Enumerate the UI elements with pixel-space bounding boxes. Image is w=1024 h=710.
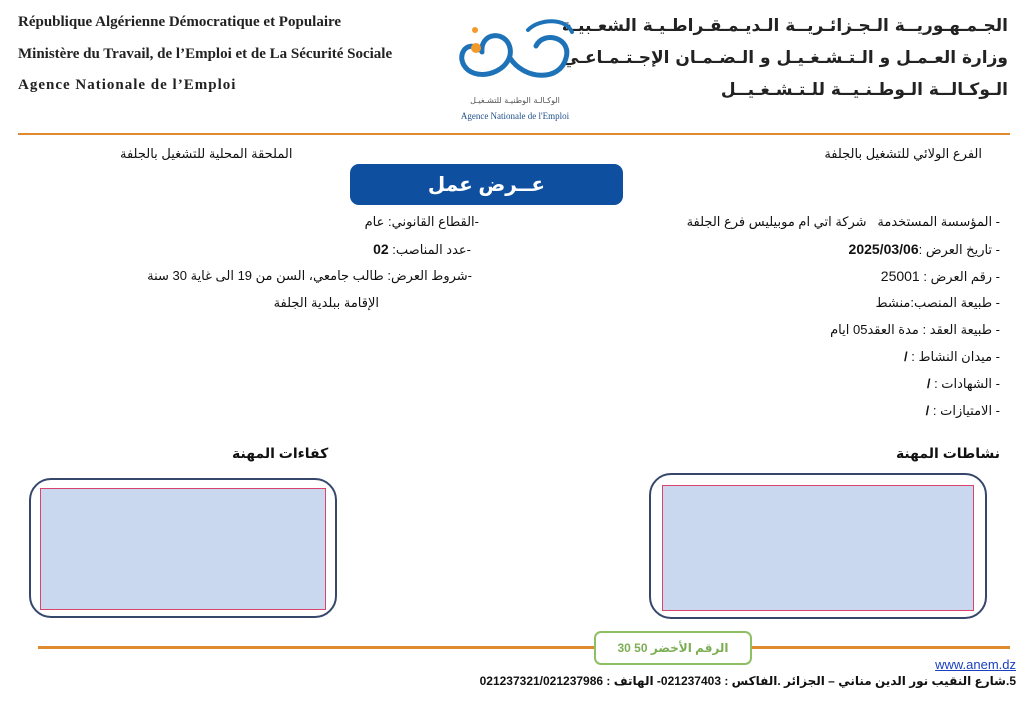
header-ar-republic: الجـمـهـوريــة الـجـزائـريــة الـديـمـقـراطـيـة الشعـبيـة [561, 16, 1008, 36]
detail-positions-count-value: 02 [373, 241, 389, 257]
detail-employer [687, 214, 1000, 230]
detail-field-value: / [904, 349, 908, 364]
header-ar-agency: الـوكـالــة الـوطـنـيــة للـتـشـغـيــل [720, 80, 1008, 100]
detail-contract-label: - طبيعة العقد : [922, 322, 1000, 337]
branch-left: الملحقة المحلية للتشغيل بالجلفة [120, 146, 293, 161]
detail-employer-value: شركة اتي ام موبيليس فرع الجلفة [686, 214, 867, 229]
detail-contract-value: مدة العقد05 ايام [830, 322, 919, 337]
detail-positions-count-label: -عدد المناصب: [392, 242, 471, 257]
detail-benefits [926, 403, 1000, 419]
detail-benefits-label: - الامتيازات : [932, 403, 1000, 418]
header-fr-republic: République Algérienne Démocratique et Populaire [18, 14, 342, 30]
skills-box [29, 478, 337, 618]
footer-rule-right [750, 646, 1010, 649]
logo-caption-ar: الوكـالـة الوطنيـة للتشـغيـل [470, 96, 560, 105]
activities-box-content [662, 485, 974, 611]
detail-contract [830, 322, 1000, 338]
green-number: الرقم الأخضر 50 30 [617, 641, 729, 655]
branch-right: الفرع الولائي للتشغيل بالجلفة [824, 146, 982, 161]
detail-conditions-value: طالب جامعي، السن من 19 الى غاية 30 سنة [147, 268, 384, 283]
detail-legal-sector-label: -القطاع القانوني: [388, 214, 479, 229]
section-activities-heading: نشاطات المهنة [895, 445, 1000, 461]
detail-date [849, 241, 1000, 258]
detail-diplomas-value: / [926, 376, 931, 391]
offer-title-banner [350, 164, 623, 205]
detail-number [881, 268, 1000, 285]
offer-title: عــرض عمل [427, 174, 546, 196]
detail-diplomas-label: - الشهادات : [934, 376, 1000, 391]
header-ar-ministry: وزارة العـمـل و الـتـشـغـيـل و الـضـمـان الإجـتـمـاعـي [561, 48, 1008, 68]
detail-positions-count [373, 241, 471, 258]
detail-legal-sector [365, 214, 479, 230]
detail-position-value: منشط [875, 295, 911, 310]
anem-logo [440, 10, 590, 130]
detail-benefits-value: / [925, 403, 930, 418]
anem-logo-icon [440, 10, 590, 92]
header-fr-agency: Agence Nationale de l’Emploi [18, 77, 237, 93]
detail-employer-label: - المؤسسة المستخدمة [877, 214, 1000, 229]
detail-number-label: - رقم العرض : [923, 269, 1000, 284]
section-skills-heading: كفاءات المهنة [232, 445, 329, 461]
detail-conditions-label: -شروط العرض: [387, 268, 472, 283]
detail-position-label: - طبيعة المنصب: [910, 295, 1000, 310]
detail-date-label: - تاريخ العرض : [918, 242, 1000, 257]
website-link[interactable]: www.anem.dz [935, 657, 1016, 672]
activities-box [649, 473, 987, 619]
detail-number-value: 25001 [880, 268, 920, 284]
footer-address: 5.شارع النقيب نور الدين مناني – الجزائر .الفاكس : 021237403- الهاتف : 021237321/021237986 [479, 674, 1016, 688]
green-number-box [594, 631, 752, 665]
detail-position [876, 295, 1000, 311]
skills-box-content [40, 488, 326, 610]
detail-legal-sector-value: عام [364, 214, 385, 229]
detail-diplomas [927, 376, 1000, 392]
detail-field [904, 349, 1000, 365]
header-fr-ministry: Ministère du Travail, de l’Emploi et de La Sécurité Sociale [18, 46, 393, 62]
footer-rule-left [38, 646, 594, 649]
detail-conditions-line2: الإقامة ببلدية الجلفة [273, 295, 379, 310]
header-divider [18, 133, 1010, 135]
detail-field-label: - ميدان النشاط : [911, 349, 1000, 364]
detail-date-value: 2025/03/06 [848, 241, 919, 257]
logo-caption-fr: Agence Nationale de l'Emploi [460, 111, 570, 121]
detail-conditions [147, 268, 472, 284]
